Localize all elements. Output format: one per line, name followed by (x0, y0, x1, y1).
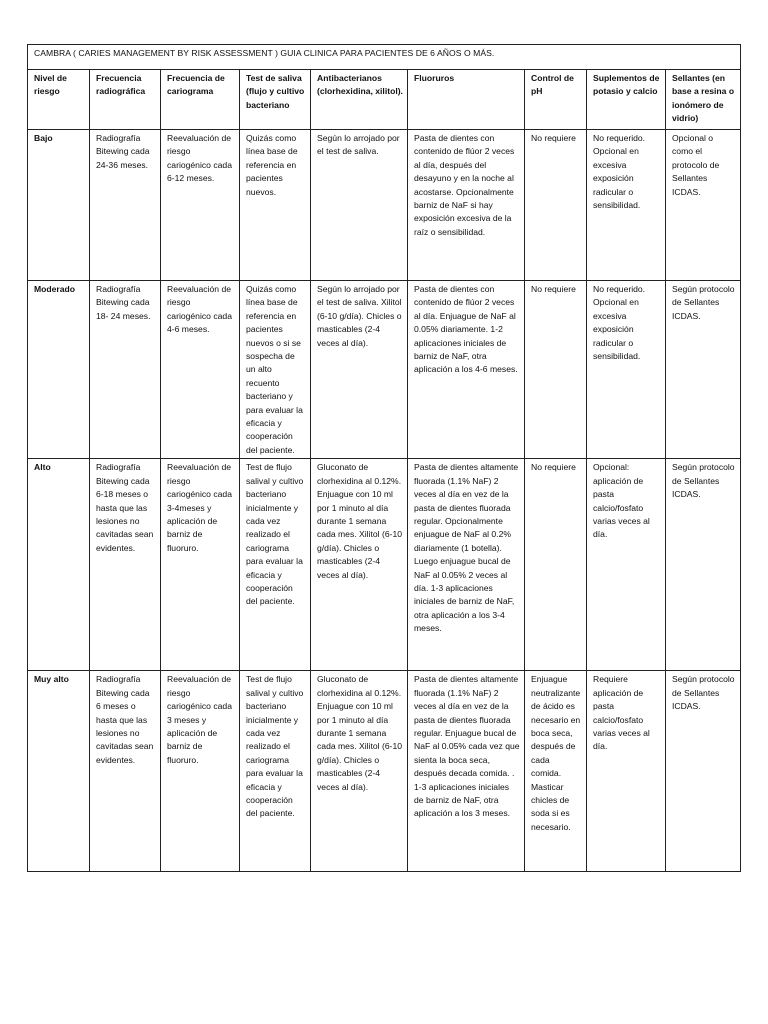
header-antibacterianos: Antibacterianos (clorhexidina, xilitol). (311, 70, 408, 130)
cell-suplementos: Opcional: aplicación de pasta calcio/fosfato varias veces al día. (587, 459, 666, 671)
cell-suplementos: No requerido. Opcional en excesiva exposición radicular o sensibilidad. (587, 130, 666, 281)
cell-fluoruros: Pasta de dientes altamente fluorada (1.1% NaF) 2 veces al día en vez de la pasta de dientes fluorada regular. Enjuague bucal de NaF al 0.05% cada vez que sienta la boca seca, después decada comida. . 1-3 aplicaciones iniciales de barniz de NaF, otra aplicación a los 3 meses. (408, 671, 525, 872)
header-row (28, 70, 741, 130)
risk-level: Moderado (28, 281, 90, 459)
header-fluoruros: Fluoruros (408, 70, 525, 130)
cell-fluoruros: Pasta de dientes altamente fluorada (1.1% NaF) 2 veces al día en vez de la pasta de dientes fluorada regular. Opcionalmente enjuague de NaF al 0.2% diariamente (1 botella). Luego enjuague bucal de NaF al 0.05% 2 veces al día. 1-3 aplicaciones iniciales de barniz de NaF, otra aplicación a los 3-4 meses. (408, 459, 525, 671)
risk-level: Alto (28, 459, 90, 671)
cambra-guide-table (27, 44, 741, 872)
cell-test-saliva: Test de flujo salival y cultivo bacteriano inicialmente y cada vez realizado el cariograma para evaluar la eficacia y cooperación del paciente. (240, 671, 311, 872)
cell-suplementos: Requiere aplicación de pasta calcio/fosfato varias veces al día. (587, 671, 666, 872)
cell-control-ph: Enjuague neutralizante de ácido es necesario en boca seca, después de cada comida. Masticar chicles de soda si es necesario. (525, 671, 587, 872)
table-title: CAMBRA ( CARIES MANAGEMENT BY RISK ASSESSMENT ) GUIA CLINICA PARA PACIENTES DE 6 AÑOS O MÁS. (28, 45, 741, 70)
cell-antibacterianos: Gluconato de clorhexidina al 0.12%. Enjuague con 10 ml por 1 minuto al día durante 1 semana cada mes. Xilitol (6-10 g/día). Chicles o masticables (2-4 veces al día). (311, 671, 408, 872)
cell-control-ph: No requiere (525, 281, 587, 459)
cell-suplementos: No requerido. Opcional en excesiva exposición radicular o sensibilidad. (587, 281, 666, 459)
table-row-alto (28, 459, 741, 671)
header-control-ph: Control de pH (525, 70, 587, 130)
cell-antibacterianos: Según lo arrojado por el test de saliva. (311, 130, 408, 281)
header-nivel-riesgo: Nivel de riesgo (28, 70, 90, 130)
cell-fluoruros: Pasta de dientes con contenido de flúor 2 veces al día. Enjuague de NaF al 0.05% diariamente. 1-2 aplicaciones iniciales de barniz de NaF, otra aplicación a los 4-6 meses. (408, 281, 525, 459)
title-row (28, 45, 741, 70)
cell-antibacterianos: Gluconato de clorhexidina al 0.12%. Enjuague con 10 ml por 1 minuto al día durante 1 semana cada mes. Xilitol (6-10 g/día). Chicles o masticables (2-4 veces al día). (311, 459, 408, 671)
cell-radiografica: Radiografía Bitewing cada 6 meses o hasta que las lesiones no cavitadas sean evidentes. (90, 671, 161, 872)
cell-cariograma: Reevaluación de riesgo cariogénico cada 6-12 meses. (161, 130, 240, 281)
table-row-moderado (28, 281, 741, 459)
cell-sellantes: Según protocolo de Sellantes ICDAS. (666, 281, 741, 459)
cell-test-saliva: Quizás como línea base de referencia en pacientes nuevos. (240, 130, 311, 281)
risk-level: Muy alto (28, 671, 90, 872)
table-row-bajo (28, 130, 741, 281)
header-frecuencia-radiografica: Frecuencia radiográfica (90, 70, 161, 130)
cell-radiografica: Radiografía Bitewing cada 6-18 meses o hasta que las lesiones no cavitadas sean evidentes. (90, 459, 161, 671)
cell-cariograma: Reevaluación de riesgo cariogénico cada 3-4meses y aplicación de barniz de fluoruro. (161, 459, 240, 671)
cell-radiografica: Radiografía Bitewing cada 24-36 meses. (90, 130, 161, 281)
cell-control-ph: No requiere (525, 130, 587, 281)
cell-antibacterianos: Según lo arrojado por el test de saliva. Xilitol (6-10 g/día). Chicles o masticables (2-4 veces al día). (311, 281, 408, 459)
cell-sellantes: Según protocolo de Sellantes ICDAS. (666, 459, 741, 671)
cell-fluoruros: Pasta de dientes con contenido de flúor 2 veces al día, después del desayuno y en la noche al acostarse. Opcionalmente barniz de NaF si hay exposición excesiva de la raíz o sensibilidad. (408, 130, 525, 281)
cell-cariograma: Reevaluación de riesgo cariogénico cada 3 meses y aplicación de barniz de fluoruro. (161, 671, 240, 872)
cell-test-saliva: Quizás como línea base de referencia en pacientes nuevos o si se sospecha de un alto recuento bacteriano y para evaluar la eficacia y cooperación del paciente. (240, 281, 311, 459)
header-suplementos: Suplementos de potasio y calcio (587, 70, 666, 130)
header-sellantes: Sellantes (en base a resina o ionómero de vidrio) (666, 70, 741, 130)
table-row-muy-alto (28, 671, 741, 872)
cell-sellantes: Según protocolo de Sellantes ICDAS. (666, 671, 741, 872)
header-test-saliva: Test de saliva (flujo y cultivo bacteriano (240, 70, 311, 130)
cell-sellantes: Opcional o como el protocolo de Sellantes ICDAS. (666, 130, 741, 281)
cell-control-ph: No requiere (525, 459, 587, 671)
cell-radiografica: Radiografía Bitewing cada 18- 24 meses. (90, 281, 161, 459)
cell-cariograma: Reevaluación de riesgo cariogénico cada 4-6 meses. (161, 281, 240, 459)
header-frecuencia-cariograma: Frecuencia de cariograma (161, 70, 240, 130)
risk-level: Bajo (28, 130, 90, 281)
cell-test-saliva: Test de flujo salival y cultivo bacteriano inicialmente y cada vez realizado el cariograma para evaluar la eficacia y cooperación del paciente. (240, 459, 311, 671)
